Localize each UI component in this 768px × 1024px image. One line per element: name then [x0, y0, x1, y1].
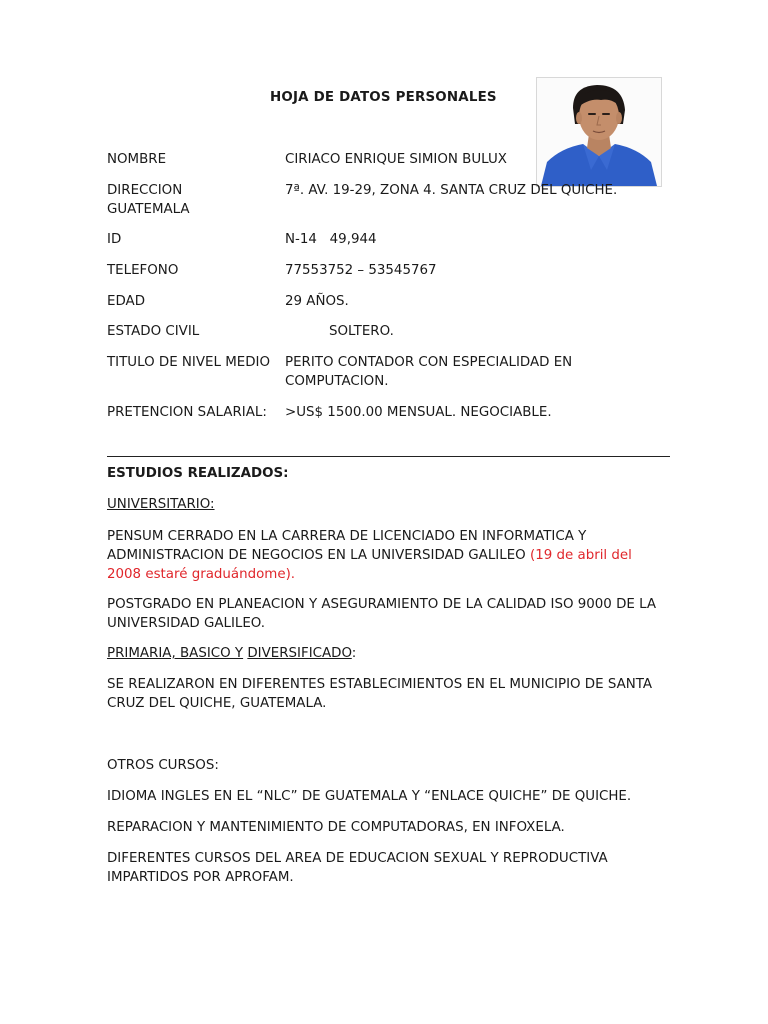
direccion-label-line1: DIRECCION — [107, 183, 183, 198]
primaria-heading-part2: DIVERSIFICADO — [247, 646, 352, 661]
primaria-heading — [107, 644, 670, 663]
id-label: ID — [107, 232, 122, 247]
direccion-value: 7ª. AV. 19-29, ZONA 4. SANTA CRUZ DEL QUICHE. — [285, 183, 618, 198]
portrait-image — [537, 78, 661, 186]
postgrado-paragraph: POSTGRADO EN PLANEACION Y ASEGURAMIENTO DE LA CALIDAD ISO 9000 DE LA UNIVERSIDAD GALILEO. — [107, 597, 657, 631]
document-title: HOJA DE DATOS PERSONALES — [270, 90, 497, 105]
pretencion-value: >US$ 1500.00 MENSUAL. NEGOCIABLE. — [285, 405, 552, 420]
id-value: N-14 49,944 — [285, 232, 377, 247]
curso-item: REPARACION Y MANTENIMIENTO DE COMPUTADORAS, EN INFOXELA. — [107, 820, 565, 835]
applicant-photo — [536, 77, 662, 187]
nombre-label: NOMBRE — [107, 152, 167, 167]
titulo-value: PERITO CONTADOR CON ESPECIALIDAD EN COMPUTACION. — [285, 355, 573, 389]
edad-value: 29 AÑOS. — [285, 294, 349, 309]
universitario-heading-text: UNIVERSITARIO: — [107, 497, 215, 512]
direccion-label — [107, 181, 279, 219]
pensum-graduation-note: (19 de abril del 2008 estaré graduándome). — [107, 548, 632, 582]
telefono-value: 77553752 – 53545767 — [285, 263, 437, 278]
titulo-label: TITULO DE NIVEL MEDIO — [107, 355, 271, 370]
telefono-label: TELEFONO — [107, 263, 179, 278]
primaria-heading-part1: PRIMARIA, BASICO Y — [107, 646, 244, 661]
estado-civil-label: ESTADO CIVIL — [107, 324, 200, 339]
pensum-text: PENSUM CERRADO EN LA CARRERA DE LICENCIADO EN INFORMATICA Y ADMINISTRACION DE NEGOCIOS EN LA UNIVERSIDAD GALILEO — [107, 529, 587, 563]
estudios-heading: ESTUDIOS REALIZADOS: — [107, 466, 289, 481]
curso-item: IDIOMA INGLES EN EL “NLC” DE GUATEMALA Y “ENLACE QUICHE” DE QUICHE. — [107, 789, 632, 804]
nombre-value: CIRIACO ENRIQUE SIMION BULUX — [285, 152, 507, 167]
edad-label: EDAD — [107, 294, 146, 309]
pretencion-label: PRETENCION SALARIAL: — [107, 405, 267, 420]
primaria-heading-colon: : — [351, 646, 357, 661]
estado-civil-value: SOLTERO. — [329, 324, 394, 339]
otros-cursos-heading: OTROS CURSOS: — [107, 758, 219, 773]
pensum-paragraph — [107, 527, 670, 584]
universitario-heading — [107, 495, 670, 514]
section-divider — [107, 456, 670, 457]
primaria-paragraph: SE REALIZARON EN DIFERENTES ESTABLECIMIENTOS EN EL MUNICIPIO DE SANTA CRUZ DEL QUICHE, GUATEMALA. — [107, 677, 653, 711]
direccion-label-line2: GUATEMALA — [107, 202, 190, 217]
curso-item: DIFERENTES CURSOS DEL AREA DE EDUCACION SEXUAL Y REPRODUCTIVA IMPARTIDOS POR APROFAM. — [107, 851, 608, 885]
